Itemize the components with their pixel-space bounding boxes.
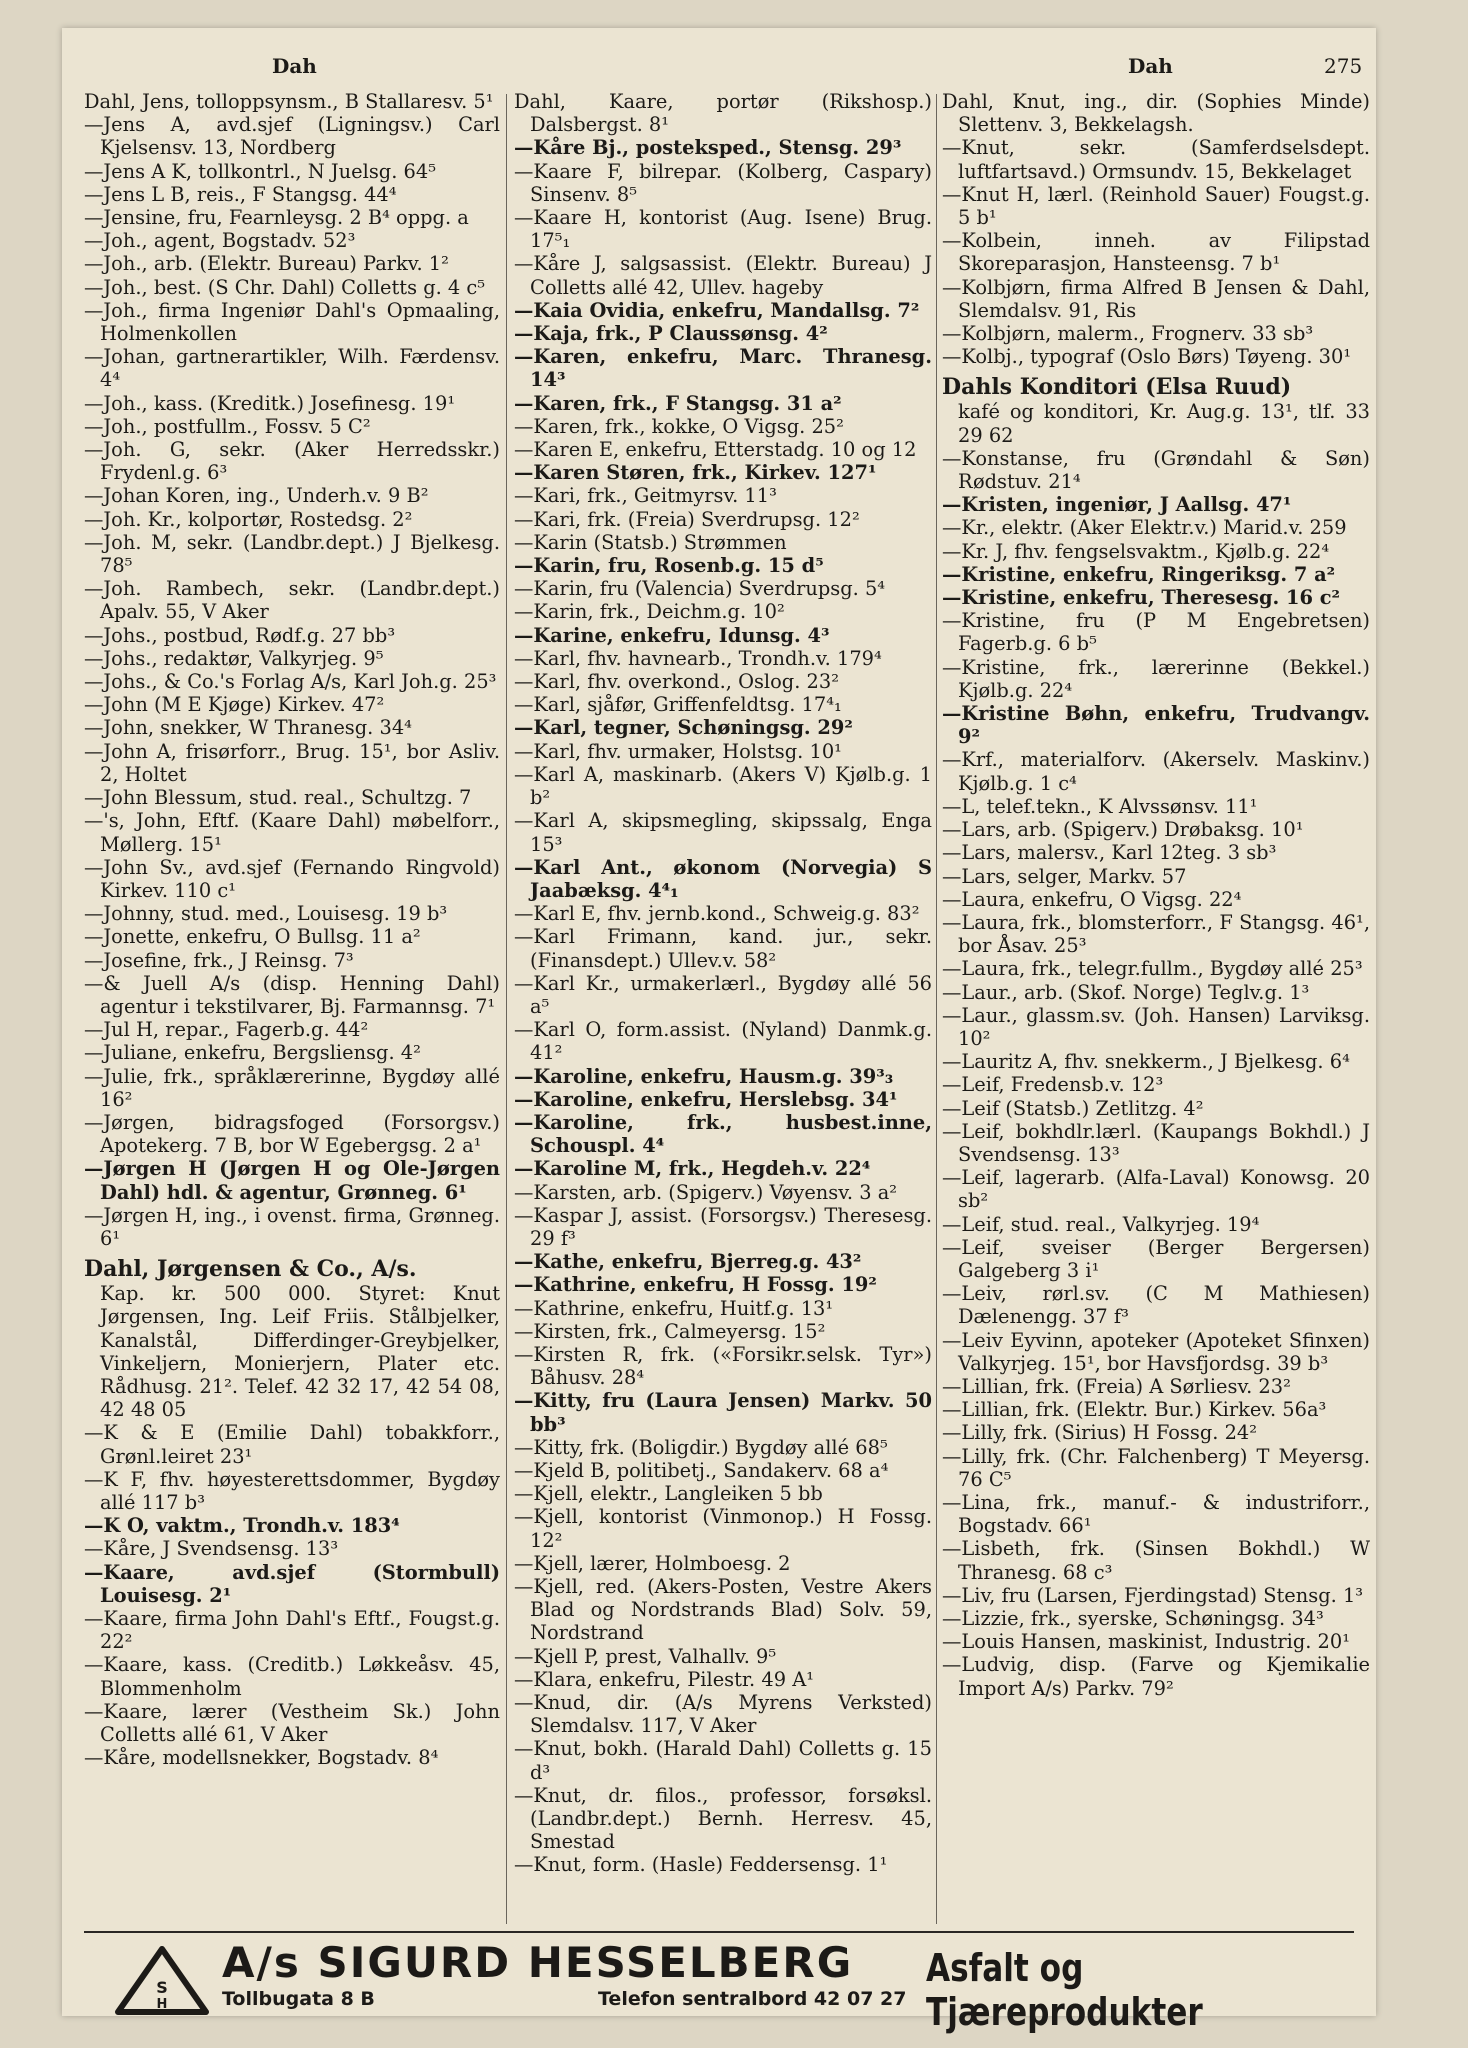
directory-entry: —Karl, fhv. havnearb., Trondh.v. 179⁴ <box>514 646 882 670</box>
directory-entry: —Kaare, firma John Dahl's Eftf., Fougst.g. 22² <box>84 1607 500 1654</box>
directory-entry: —K & E (Emilie Dahl) tobakkforr., Grønl.leiret 23¹ <box>84 1421 500 1468</box>
directory-entry: —Laura, frk., telegr.fullm., Bygdøy allé 25³ <box>942 957 1363 981</box>
directory-entry: —Liv, fru (Larsen, Fjerdingstad) Stensg. 1³ <box>942 1583 1364 1607</box>
directory-entry: —Karl, fhv. urmaker, Holstsg. 10¹ <box>514 739 842 763</box>
directory-entry: —John Sv., avd.sjef (Fernando Ringvold) Kirkev. 110 c¹ <box>84 855 500 902</box>
advertiser-name: A/s SIGURD HESSELBERG <box>222 1938 854 1987</box>
advertisement <box>62 1938 1376 2034</box>
directory-entry: —Lilly, frk. (Sirius) H Fossg. 24² <box>942 1421 1258 1445</box>
directory-entry: —Kåre, J Svendsensg. 13³ <box>84 1537 339 1561</box>
directory-entry: —Joh. Rambech, sekr. (Landbr.dept.) Apalv. 55, V Aker <box>84 577 500 624</box>
directory-entry: —K O, vaktm., Trondh.v. 183⁴ <box>84 1514 400 1538</box>
directory-entry: —Leiv, rørl.sv. (C M Mathiesen) Dælenengg. 37 f³ <box>942 1282 1370 1329</box>
svg-text:S: S <box>156 1978 168 1997</box>
directory-entry: —Karl Frimann, kand. jur., sekr. (Finansdept.) Ullev.v. 58² <box>514 925 932 972</box>
directory-heading: Dahl, Jørgensen & Co., A/s. <box>84 1256 417 1283</box>
column-divider <box>506 94 507 1924</box>
directory-entry: —Krf., materialforv. (Akerselv. Maskinv.) Kjølb.g. 1 c⁴ <box>942 748 1370 795</box>
directory-entry: —Karl, fhv. overkond., Oslog. 23² <box>514 670 839 694</box>
directory-entry: —Knut H, lærl. (Reinhold Sauer) Fougst.g. 5 b¹ <box>942 182 1370 230</box>
directory-entry: —John (M E Kjøge) Kirkev. 47² <box>84 693 385 717</box>
directory-entry: —Kristine, enkefru, Theresesg. 16 c² <box>942 586 1341 610</box>
directory-entry: —'s, John, Eftf. (Kaare Dahl) møbelforr., Møllerg. 15¹ <box>84 809 500 856</box>
directory-entry: —Kathrine, enkefru, H Fossg. 19² <box>514 1273 877 1297</box>
directory-entry: —John A, frisørforr., Brug. 15¹, bor Asliv. 2, Holtet <box>84 739 500 786</box>
directory-entry: —Kaia Ovidia, enkefru, Mandallsg. 7² <box>514 298 920 322</box>
directory-entry: —Karl, sjåfør, Griffenfeldtsg. 17⁴₁ <box>514 693 842 717</box>
directory-entry: —Karen, enkefru, Marc. Thranesg. 14³ <box>514 345 932 392</box>
directory-entry: —Kaare, lærer (Vestheim Sk.) John Colletts allé 61, V Aker <box>84 1699 500 1747</box>
advertisement-divider <box>84 1931 1354 1933</box>
directory-entry: —Knut, bokh. (Harald Dahl) Colletts g. 15 d³ <box>514 1737 932 1784</box>
directory-entry: —Kr., elektr. (Aker Elektr.v.) Marid.v. 259 <box>942 516 1347 540</box>
directory-entry: —Kitty, fru (Laura Jensen) Markv. 50 bb³ <box>514 1389 932 1436</box>
directory-entry: —Lars, selger, Markv. 57 <box>942 864 1187 888</box>
directory-entry: —Kjeld B, politibetj., Sandakerv. 68 a⁴ <box>514 1458 889 1482</box>
directory-entry: —Kolbein, inneh. av Filipstad Skoreparasjon, Hansteensg. 7 b¹ <box>942 229 1370 276</box>
directory-page <box>62 28 1376 2034</box>
directory-entry: —Karen, frk., kokke, O Vigsg. 25² <box>514 414 844 438</box>
advertiser-slogan: Asfalt og Tjæreprodukter <box>926 1946 1203 2034</box>
directory-entry: —Lillian, frk. (Freia) A Sørliesv. 23² <box>942 1374 1291 1398</box>
directory-entry: —Kjell, elektr., Langleiken 5 bb <box>514 1482 823 1506</box>
directory-entry: —Kaspar J, assist. (Forsorgsv.) Theresesg. 29 f³ <box>514 1203 932 1250</box>
directory-entry: —Leiv Eyvinn, apoteker (Apoteket Sfinxen) Valkyrjeg. 15¹, bor Havsfjordsg. 39 b³ <box>942 1328 1370 1375</box>
directory-entry: —Leif, stud. real., Valkyrjeg. 19⁴ <box>942 1212 1260 1236</box>
directory-entry: —Kathrine, enkefru, Huitf.g. 13¹ <box>514 1296 834 1320</box>
advertiser-address: Tollbugata 8 B <box>222 1988 375 2010</box>
directory-entry: —Kjell, red. (Akers-Posten, Vestre Akers Blad og Nordstrands Blad) Solv. 59, Nordstrand <box>514 1575 932 1645</box>
column-divider <box>936 94 937 1924</box>
directory-entry: —Karin, fru (Valencia) Sverdrupsg. 5⁴ <box>514 577 886 601</box>
directory-entry: —Joh., kass. (Kreditk.) Josefinesg. 19¹ <box>84 391 456 415</box>
directory-entry: —Kathe, enkefru, Bjerreg.g. 43² <box>514 1250 862 1274</box>
directory-entry: —Joh. Kr., kolportør, Rostedsg. 2² <box>84 507 413 531</box>
directory-entry: —Laura, frk., blomsterforr., F Stangsg. 46¹, bor Åsav. 25³ <box>942 910 1370 958</box>
directory-entry: —Karoline M, frk., Hegdeh.v. 22⁴ <box>514 1157 871 1181</box>
directory-entry: —Knut, form. (Hasle) Feddersensg. 1¹ <box>514 1853 888 1877</box>
directory-entry: —Karin (Statsb.) Strømmen <box>514 530 787 554</box>
directory-entry: —John, snekker, W Thranesg. 34⁴ <box>84 716 412 740</box>
directory-entry: —Kaare H, kontorist (Aug. Isene) Brug. 17⁵₁ <box>514 206 932 253</box>
directory-entry: —Karl Kr., urmakerlærl., Bygdøy allé 56 a⁵ <box>514 971 932 1018</box>
directory-entry: —Klara, enkefru, Pilestr. 49 A¹ <box>514 1667 814 1691</box>
directory-entry: —Jørgen H (Jørgen H og Ole-Jørgen Dahl) hdl. & agentur, Grønneg. 6¹ <box>84 1157 500 1204</box>
directory-entry: —Kitty, frk. (Boligdir.) Bygdøy allé 68⁵ <box>514 1435 888 1459</box>
hesselberg-logo-icon <box>114 1946 210 2016</box>
directory-entry: —Karoline, frk., husbest.inne, Schouspl. 4⁴ <box>514 1110 932 1158</box>
directory-entry: —Knut, dr. filos., professor, forsøksl. (Landbr.dept.) Bernh. Herresv. 45, Smestad <box>514 1783 932 1854</box>
directory-entry: —Konstanse, fru (Grøndahl & Søn) Rødstuv. 21⁴ <box>942 446 1370 494</box>
directory-entry: —Kaare F, bilrepar. (Kolberg, Caspary) Sinsenv. 8⁵ <box>514 159 932 206</box>
directory-entry: —Karl O, form.assist. (Nyland) Danmk.g. 41² <box>514 1018 932 1065</box>
directory-entry: —Joh., postfullm., Fossv. 5 C² <box>84 414 371 438</box>
directory-entry: —Karen Støren, frk., Kirkev. 127¹ <box>514 461 877 485</box>
directory-entry: —Lauritz A, fhv. snekkerm., J Bjelkesg. 6⁴ <box>942 1050 1350 1074</box>
directory-entry: —Johan, gartnerartikler, Wilh. Færdensv. 4⁴ <box>84 345 500 392</box>
directory-entry: —Kjell P, prest, Valhallv. 9⁵ <box>514 1644 777 1668</box>
directory-entry: —Joh., best. (S Chr. Dahl) Colletts g. 4 c⁵ <box>84 275 486 299</box>
directory-entry: —Johs., & Co.'s Forlag A/s, Karl Joh.g. 25³ <box>84 670 497 694</box>
directory-entry: —Kristine Bøhn, enkefru, Trudvangv. 9² <box>942 702 1370 749</box>
directory-entry: —Julie, frk., språklærerinne, Bygdøy allé 16² <box>84 1064 500 1111</box>
directory-entry: —Juliane, enkefru, Bergsliensg. 4² <box>84 1041 421 1065</box>
directory-entry: —Jens L B, reis., F Stangsg. 44⁴ <box>84 182 397 206</box>
directory-entry: Kap. kr. 500 000. Styret: Knut Jørgensen, Ing. Leif Friis. Stålbjelker, Kanalstål, Differdinger-Greybjelker, Vinkeljern, Monierjern, Plater etc. Rådhusg. 21². Telef. 42 32 17, 42 54 08, 42 48 05 <box>100 1282 500 1422</box>
directory-entry: —Lillian, frk. (Elektr. Bur.) Kirkev. 56a³ <box>942 1398 1327 1422</box>
directory-entry: —Karine, enkefru, Idunsg. 4³ <box>514 623 830 647</box>
directory-entry: —Leif, Fredensb.v. 12³ <box>942 1073 1164 1097</box>
directory-entry: —Laur., glassm.sv. (Joh. Hansen) Larviksg. 10² <box>942 1003 1370 1050</box>
directory-column-3 <box>942 90 1370 1925</box>
directory-entry: —Johs., postbud, Rødf.g. 27 bb³ <box>84 623 396 647</box>
directory-entry: —Laur., arb. (Skof. Norge) Teglv.g. 1³ <box>942 980 1310 1004</box>
directory-entry: —Lisbeth, frk. (Sinsen Bokhdl.) W Thranesg. 68 c³ <box>942 1537 1370 1584</box>
directory-entry: —Kaare, avd.sjef (Stormbull) Louisesg. 2¹ <box>84 1560 500 1607</box>
directory-entry: —Louis Hansen, maskinist, Industrig. 20¹ <box>942 1630 1351 1654</box>
directory-entry: —K F, fhv. høyesterettsdommer, Bygdøy allé 117 b³ <box>84 1467 500 1514</box>
directory-entry: —Jens A K, tollkontrl., N Juelsg. 64⁵ <box>84 159 436 183</box>
directory-entry: —Karin, fru, Rosenb.g. 15 d⁵ <box>514 554 824 578</box>
directory-entry: —Joh. M, sekr. (Landbr.dept.) J Bjelkesg. 78⁵ <box>84 530 500 578</box>
directory-entry: —Johan Koren, ing., Underh.v. 9 B² <box>84 484 429 508</box>
directory-entry: —Kirsten, frk., Calmeyersg. 15² <box>514 1319 826 1343</box>
directory-entry: —Kjell, kontorist (Vinmonop.) H Fossg. 12² <box>514 1505 932 1552</box>
directory-entry: —Karl Ant., økonom (Norvegia) S Jaabæksg. 4⁴₁ <box>514 855 932 902</box>
directory-entry: —Kåre, modellsnekker, Bogstadv. 8⁴ <box>84 1746 439 1770</box>
directory-entry: —Kaja, frk., P Claussønsg. 4² <box>514 322 828 346</box>
directory-entry: —Karl, tegner, Schøningsg. 29² <box>514 716 853 740</box>
directory-column-1 <box>84 90 500 1925</box>
directory-entry: —L, telef.tekn., K Alvssønsv. 11¹ <box>942 794 1258 818</box>
directory-entry: —Joh., agent, Bogstadv. 52³ <box>84 229 356 253</box>
directory-entry: —Leif, lagerarb. (Alfa-Laval) Konowsg. 20 sb² <box>942 1166 1370 1213</box>
directory-entry: —Leif, sveiser (Berger Bergersen) Galgeberg 3 i¹ <box>942 1235 1370 1282</box>
directory-entry: —Joh., arb. (Elektr. Bureau) Parkv. 1² <box>84 252 449 276</box>
directory-entry: —Kaare, kass. (Creditb.) Løkkeåsv. 45, Blommenholm <box>84 1653 500 1700</box>
directory-entry: kafé og konditori, Kr. Aug.g. 13¹, tlf. 33 29 62 <box>958 400 1370 447</box>
directory-entry: —Jensine, fru, Fearnleysg. 2 B⁴ oppg. a <box>84 206 469 230</box>
directory-entry: Dahl, Kaare, portør (Rikshosp.) Dalsbergst. 8¹ <box>514 90 932 137</box>
directory-entry: —Karen E, enkefru, Etterstadg. 10 og 12 <box>514 438 917 462</box>
directory-entry: —Lilly, frk. (Chr. Falchenberg) T Meyersg. 76 C⁵ <box>942 1444 1370 1491</box>
directory-entry: —Lina, frk., manuf.- & industriforr., Bogstadv. 66¹ <box>942 1490 1370 1538</box>
directory-entry: —Laura, enkefru, O Vigsg. 22⁴ <box>942 887 1242 911</box>
advertiser-phone: Telefon sentralbord 42 07 27 <box>598 1988 907 2010</box>
directory-entry: —Kristine, frk., lærerinne (Bekkel.) Kjølb.g. 22⁴ <box>942 655 1370 702</box>
directory-entry: —Karoline, enkefru, Hausm.g. 39³₃ <box>514 1064 894 1088</box>
directory-entry: —Kåre J, salgsassist. (Elektr. Bureau) J Colletts allé 42, Ullev. hageby <box>514 252 932 299</box>
directory-entry: —Leif (Statsb.) Zetlitzg. 4² <box>942 1096 1204 1120</box>
directory-entry: —Kari, frk., Geitmyrsv. 11³ <box>514 484 777 508</box>
directory-entry: —Kolbjørn, malerm., Frognerv. 33 sb³ <box>942 322 1314 346</box>
directory-entry: —Johs., redaktør, Valkyrjeg. 9⁵ <box>84 646 384 670</box>
directory-column-2 <box>514 90 932 1925</box>
directory-entry: —Kari, frk. (Freia) Sverdrupsg. 12² <box>514 507 860 531</box>
page-number: 275 <box>1324 54 1363 78</box>
directory-entry: Dahl, Knut, ing., dir. (Sophies Minde) Slettenv. 3, Bekkelagsh. <box>942 90 1370 137</box>
directory-entry: —Kolbjørn, firma Alfred B Jensen & Dahl, Slemdalsv. 91, Ris <box>942 275 1370 322</box>
directory-entry: —Kåre Bj., posteksped., Stensg. 29³ <box>514 136 902 160</box>
directory-entry: —Jul H, repar., Fagerb.g. 44² <box>84 1018 369 1042</box>
directory-entry: —Karl E, fhv. jernb.kond., Schweig.g. 83² <box>514 902 920 926</box>
directory-entry: —Ludvig, disp. (Farve og Kjemikalie Import A/s) Parkv. 79² <box>942 1653 1370 1700</box>
directory-entry: Dahl, Jens, tolloppsynsm., B Stallaresv. 5¹ <box>84 90 494 113</box>
directory-entry: —Kirsten R, frk. («Forsikr.selsk. Tyr») Båhusv. 28⁴ <box>514 1342 932 1390</box>
directory-entry: —Joh., firma Ingeniør Dahl's Opmaaling, Holmenkollen <box>84 298 500 346</box>
directory-heading: Dahls Konditori (Elsa Ruud) <box>942 374 1292 401</box>
directory-entry: —Kr. J, fhv. fengselsvaktm., Kjølb.g. 22⁴ <box>942 539 1330 563</box>
header-right-guide-word: Dah <box>1128 54 1173 78</box>
directory-entry: —Lars, arb. (Spigerv.) Drøbaksg. 10¹ <box>942 818 1304 842</box>
directory-entry: —Karl A, skipsmegling, skipssalg, Enga 15³ <box>514 809 932 856</box>
directory-entry: —Kjell, lærer, Holmboesg. 2 <box>514 1551 791 1575</box>
directory-entry: —Kolbj., typograf (Oslo Børs) Tøyeng. 30¹ <box>942 345 1352 369</box>
directory-entry: —Jørgen, bidragsfoged (Forsorgsv.) Apotekerg. 7 B, bor W Egebergsg. 2 a¹ <box>84 1110 500 1158</box>
page-header <box>62 46 1376 86</box>
directory-entry: —Josefine, frk., J Reinsg. 7³ <box>84 948 354 972</box>
directory-entry: —Jens A, avd.sjef (Ligningsv.) Carl Kjelsensv. 13, Nordberg <box>84 113 500 160</box>
directory-entry: —Karen, frk., F Stangsg. 31 a² <box>514 391 842 415</box>
directory-entry: —Knut, sekr. (Samferdselsdept. luftfartsavd.) Ormsundv. 15, Bekkelaget <box>942 136 1370 183</box>
directory-entry: —Kristine, fru (P M Engebretsen) Fagerb.g. 6 b⁵ <box>942 609 1370 656</box>
directory-entry: —Karin, frk., Deichm.g. 10² <box>514 600 785 624</box>
directory-entry: —John Blessum, stud. real., Schultzg. 7 <box>84 786 472 810</box>
directory-entry: —Kristine, enkefru, Ringeriksg. 7 a² <box>942 562 1336 586</box>
directory-entry: —Lars, malersv., Karl 12teg. 3 sb³ <box>942 841 1277 865</box>
directory-entry: —Karl A, maskinarb. (Akers V) Kjølb.g. 1 b² <box>514 762 932 810</box>
directory-entry: —Joh. G, sekr. (Aker Herredsskr.) Frydenl.g. 6³ <box>84 438 500 485</box>
directory-entry: —Jonette, enkefru, O Bullsg. 11 a² <box>84 925 421 949</box>
directory-entry: —Jørgen H, ing., i ovenst. firma, Grønneg. 6¹ <box>84 1203 500 1250</box>
svg-text:H: H <box>156 1997 168 2012</box>
directory-entry: —Johnny, stud. med., Louisesg. 19 b³ <box>84 902 448 926</box>
directory-entry: —Karoline, enkefru, Herslebsg. 34¹ <box>514 1087 898 1111</box>
directory-entry: —Lizzie, frk., syerske, Schøningsg. 34³ <box>942 1607 1324 1630</box>
directory-entry: —Knud, dir. (A/s Myrens Verksted) Slemdalsv. 117, V Aker <box>514 1691 932 1738</box>
header-left-guide-word: Dah <box>272 54 317 78</box>
directory-entry: —Karsten, arb. (Spigerv.) Vøyensv. 3 a² <box>514 1180 898 1204</box>
directory-entry: —& Juell A/s (disp. Henning Dahl) agentur i tekstilvarer, Bj. Farmannsg. 7¹ <box>84 971 500 1018</box>
directory-entry: —Leif, bokhdlr.lærl. (Kaupangs Bokhdl.) J Svendsensg. 13³ <box>942 1119 1370 1166</box>
directory-entry: —Kristen, ingeniør, J Aallsg. 47¹ <box>942 493 1292 517</box>
